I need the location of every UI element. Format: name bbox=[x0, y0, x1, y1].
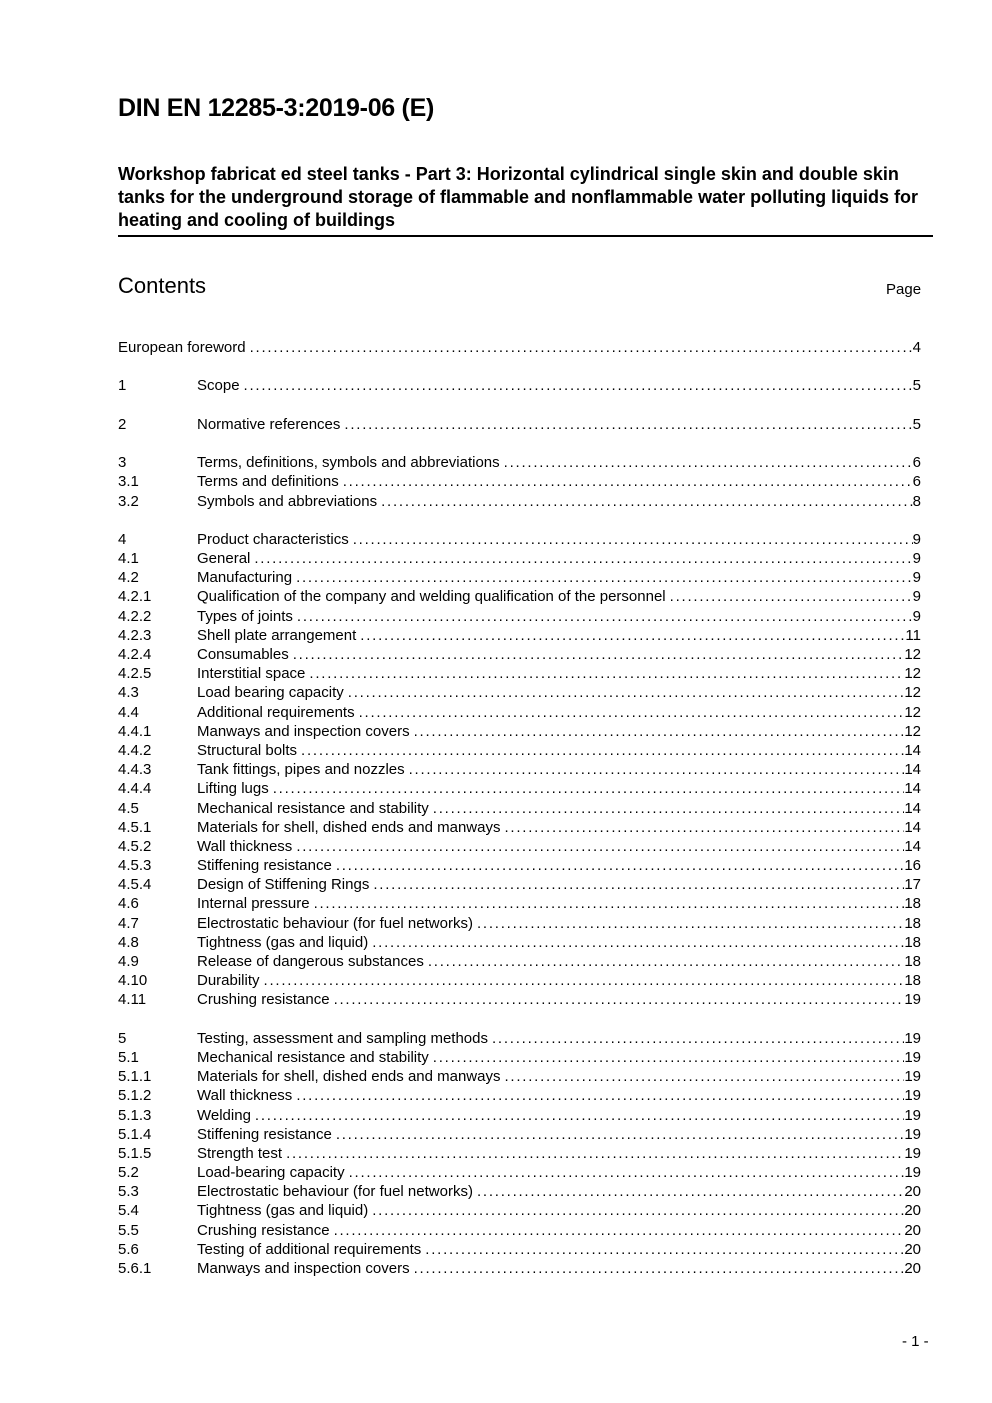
toc-dot-leader bbox=[670, 587, 913, 606]
toc-section-number: 4.4.1 bbox=[118, 722, 152, 740]
toc-section-title: Testing, assessment and sampling methods bbox=[197, 1029, 488, 1047]
toc-section-title: Materials for shell, dished ends and manways bbox=[197, 818, 501, 836]
toc-section-title: Tightness (gas and liquid) bbox=[197, 1202, 369, 1220]
toc-entry[interactable] bbox=[118, 1125, 921, 1144]
toc-section-number: 4.4.3 bbox=[118, 761, 152, 779]
toc-entry[interactable] bbox=[118, 549, 921, 568]
toc-dot-leader bbox=[286, 1144, 904, 1163]
toc-entry[interactable] bbox=[118, 914, 921, 933]
toc-section-title: Materials for shell, dished ends and manways bbox=[197, 1068, 501, 1086]
toc-entry[interactable] bbox=[118, 607, 921, 626]
toc-page-number: 16 bbox=[904, 857, 921, 875]
toc-section-number: 5.6 bbox=[118, 1240, 139, 1258]
toc-entry[interactable] bbox=[118, 741, 921, 760]
toc-dot-leader bbox=[373, 875, 904, 894]
toc-dot-leader bbox=[425, 1240, 904, 1259]
toc-page-number: 9 bbox=[912, 588, 921, 606]
toc-entry[interactable] bbox=[118, 568, 921, 587]
contents-heading: Contents bbox=[118, 273, 207, 298]
toc-section-title: Electrostatic behaviour (for fuel networks) bbox=[197, 914, 473, 932]
toc-dot-leader bbox=[255, 1106, 904, 1125]
toc-section-title: Internal pressure bbox=[197, 895, 310, 913]
toc-page-number: 18 bbox=[904, 953, 921, 970]
toc-section-number: 5.1.2 bbox=[118, 1087, 152, 1105]
toc-dot-leader bbox=[343, 472, 913, 491]
toc-section-number: 4.2.1 bbox=[118, 588, 152, 606]
toc-page-number: 19 bbox=[904, 1125, 921, 1143]
toc-dot-leader bbox=[409, 760, 905, 779]
toc-section-title: Manways and inspection covers bbox=[197, 722, 410, 740]
toc-entry[interactable] bbox=[118, 952, 921, 971]
toc-section-title: European foreword bbox=[118, 339, 246, 356]
toc-dot-leader bbox=[492, 1029, 904, 1048]
toc-section-title: Wall thickness bbox=[197, 1087, 293, 1105]
toc-section-title: Load bearing capacity bbox=[197, 684, 344, 702]
toc-entry[interactable] bbox=[118, 530, 921, 549]
document-title: Workshop fabricat ed steel tanks - Part 3: Horizontal cylindrical single skin and double skin tanks for the underground storage of flammable and nonflammable water polluting liquids for heating and cooling of buildings bbox=[118, 163, 933, 237]
toc-page-number: 17 bbox=[904, 876, 921, 894]
toc-entry[interactable] bbox=[118, 453, 921, 472]
toc-section-title: Consumables bbox=[197, 646, 289, 663]
toc-entry[interactable] bbox=[118, 338, 921, 357]
toc-dot-leader bbox=[381, 492, 913, 511]
toc-section-title: Mechanical resistance and stability bbox=[197, 799, 429, 817]
toc-entry[interactable] bbox=[118, 626, 921, 645]
toc-section-title: Crushing resistance bbox=[197, 991, 330, 1009]
toc-section-number: 4.6 bbox=[118, 895, 139, 913]
toc-entry[interactable] bbox=[118, 1201, 921, 1220]
toc-dot-leader bbox=[353, 530, 913, 549]
toc-entry[interactable] bbox=[118, 683, 921, 702]
toc-dot-leader bbox=[336, 856, 905, 875]
toc-entry[interactable] bbox=[118, 971, 921, 990]
toc-entry[interactable] bbox=[118, 856, 921, 875]
toc-page-number: 20 bbox=[904, 1260, 921, 1277]
toc-dot-leader bbox=[433, 799, 905, 818]
toc-entry[interactable] bbox=[118, 933, 921, 952]
toc-section-number: 4.1 bbox=[118, 550, 139, 568]
toc-dot-leader bbox=[349, 1163, 905, 1182]
toc-page-number: 14 bbox=[904, 837, 921, 855]
toc-page-number: 12 bbox=[904, 665, 921, 683]
toc-section-number: 2 bbox=[118, 415, 127, 433]
toc-section-number: 3 bbox=[118, 454, 127, 472]
toc-section-title: Crushing resistance bbox=[197, 1221, 330, 1239]
toc-dot-leader bbox=[296, 1086, 904, 1105]
toc-page-number: 12 bbox=[904, 646, 921, 663]
toc-dot-leader bbox=[314, 894, 905, 913]
toc-section-number: 5.1.5 bbox=[118, 1144, 152, 1162]
toc-section-title: Structural bolts bbox=[197, 741, 298, 759]
toc-dot-leader bbox=[372, 1201, 904, 1220]
toc-page-number: 20 bbox=[904, 1183, 921, 1201]
toc-page-number: 20 bbox=[904, 1202, 921, 1220]
toc-section-number: 4.7 bbox=[118, 914, 139, 932]
toc-entry[interactable] bbox=[118, 837, 921, 856]
toc-page-number: 11 bbox=[905, 626, 921, 644]
toc-dot-leader bbox=[250, 338, 913, 357]
toc-section-title: Product characteristics bbox=[197, 530, 349, 548]
toc-section-number: 4.2.4 bbox=[118, 646, 152, 663]
toc-section-title: Design of Stiffening Rings bbox=[197, 876, 370, 894]
toc-page-number: 19 bbox=[904, 1068, 921, 1086]
toc-section-number: 5.1.1 bbox=[118, 1068, 152, 1086]
toc-page-number: 19 bbox=[904, 1144, 921, 1162]
toc-entry[interactable] bbox=[118, 1163, 921, 1182]
toc-section-title: Terms, definitions, symbols and abbreviations bbox=[197, 454, 500, 472]
toc-dot-leader bbox=[414, 1259, 905, 1278]
toc-entry[interactable] bbox=[118, 1259, 921, 1278]
toc-section-title: Lifting lugs bbox=[197, 780, 269, 798]
toc-page-number: 19 bbox=[904, 1106, 921, 1124]
toc-page-number: 18 bbox=[904, 933, 921, 951]
toc-page-number: 19 bbox=[904, 991, 921, 1009]
toc-page-number: 14 bbox=[904, 780, 921, 798]
toc-section-number: 5.1.4 bbox=[118, 1125, 152, 1143]
toc-section-title: Interstitial space bbox=[197, 665, 306, 683]
toc-section-number: 4.2.2 bbox=[118, 607, 152, 625]
toc-dot-leader bbox=[372, 933, 904, 952]
toc-dot-leader bbox=[505, 818, 905, 837]
toc-entry[interactable] bbox=[118, 1144, 921, 1163]
toc-page-number: 6 bbox=[912, 473, 921, 491]
toc-section-title: Mechanical resistance and stability bbox=[197, 1048, 429, 1066]
toc-page-number: 9 bbox=[912, 607, 921, 625]
toc-entry[interactable] bbox=[118, 818, 921, 837]
toc-page-number: 9 bbox=[912, 569, 921, 587]
toc-section-title: Stiffening resistance bbox=[197, 1125, 332, 1143]
toc-section-number: 1 bbox=[118, 377, 127, 395]
toc-dot-leader bbox=[296, 837, 904, 856]
toc-section-number: 3.1 bbox=[118, 473, 139, 491]
toc-section-number: 4.8 bbox=[118, 933, 139, 951]
toc-page-number: 5 bbox=[912, 377, 921, 395]
toc-section-title: Qualification of the company and welding qualification of the personnel bbox=[197, 588, 666, 606]
toc-entry[interactable] bbox=[118, 1048, 921, 1067]
toc-page-number: 5 bbox=[912, 415, 921, 433]
toc-section-number: 5 bbox=[118, 1029, 127, 1047]
toc-section-number: 4.2.3 bbox=[118, 626, 152, 644]
toc-section-title: Shell plate arrangement bbox=[197, 626, 357, 644]
toc-entry[interactable] bbox=[118, 1240, 921, 1259]
toc-dot-leader bbox=[336, 1125, 905, 1144]
toc-dot-leader bbox=[334, 1221, 905, 1240]
toc-page-number: 14 bbox=[904, 761, 921, 779]
toc-dot-leader bbox=[428, 952, 904, 971]
toc-section-number: 5.5 bbox=[118, 1221, 139, 1239]
toc-section-title: Terms and definitions bbox=[197, 473, 339, 491]
toc-section-number: 4.5.3 bbox=[118, 857, 152, 875]
table-of-contents bbox=[118, 338, 921, 1278]
toc-entry[interactable] bbox=[118, 1182, 921, 1201]
toc-dot-leader bbox=[414, 722, 905, 741]
toc-page-number: 18 bbox=[904, 972, 921, 990]
toc-section-number: 4.11 bbox=[118, 991, 147, 1009]
toc-page-number: 20 bbox=[904, 1221, 921, 1239]
toc-entry[interactable] bbox=[118, 1067, 921, 1086]
toc-entry[interactable] bbox=[118, 779, 921, 798]
toc-entry[interactable] bbox=[118, 703, 921, 722]
toc-dot-leader bbox=[505, 1067, 905, 1086]
toc-section-number: 4.2 bbox=[118, 569, 139, 587]
toc-page-number: 12 bbox=[904, 703, 921, 721]
toc-section-number: 5.4 bbox=[118, 1202, 139, 1220]
page-column-label: Page bbox=[886, 281, 922, 298]
toc-dot-leader bbox=[293, 645, 905, 664]
toc-section-title: Load-bearing capacity bbox=[197, 1164, 345, 1182]
toc-dot-leader bbox=[359, 703, 905, 722]
toc-page-number: 8 bbox=[912, 492, 921, 510]
toc-dot-leader bbox=[244, 376, 913, 395]
toc-entry[interactable] bbox=[118, 645, 921, 664]
toc-section-number: 5.3 bbox=[118, 1183, 139, 1201]
toc-page-number: 19 bbox=[904, 1087, 921, 1105]
toc-dot-leader bbox=[297, 607, 913, 626]
toc-section-number: 4.5 bbox=[118, 799, 139, 817]
toc-page-number: 14 bbox=[904, 741, 921, 759]
toc-page-number: 18 bbox=[904, 914, 921, 932]
toc-page-number: 4 bbox=[912, 339, 921, 356]
toc-section-number: 4.4.4 bbox=[118, 780, 152, 798]
toc-section-number: 5.2 bbox=[118, 1164, 139, 1182]
toc-entry[interactable] bbox=[118, 1221, 921, 1240]
toc-page-number: 20 bbox=[904, 1240, 921, 1258]
toc-section-title: Manways and inspection covers bbox=[197, 1260, 410, 1277]
toc-section-number: 4.5.4 bbox=[118, 876, 152, 894]
toc-dot-leader bbox=[348, 683, 905, 702]
toc-entry[interactable] bbox=[118, 1106, 921, 1125]
toc-dot-leader bbox=[360, 626, 905, 645]
toc-section-title: Wall thickness bbox=[197, 837, 293, 855]
toc-dot-leader bbox=[477, 1182, 904, 1201]
toc-page-number: 12 bbox=[904, 684, 921, 702]
toc-section-number: 5.1.3 bbox=[118, 1106, 152, 1124]
toc-page-number: 14 bbox=[904, 799, 921, 817]
toc-section-number: 4.5.2 bbox=[118, 837, 152, 855]
toc-entry[interactable] bbox=[118, 587, 921, 606]
toc-section-number: 4.9 bbox=[118, 953, 139, 970]
toc-dot-leader bbox=[433, 1048, 905, 1067]
toc-section-number: 5.6.1 bbox=[118, 1260, 152, 1277]
toc-page-number: 9 bbox=[912, 550, 921, 568]
page-number: - 1 - bbox=[902, 1333, 929, 1350]
toc-section-title: Welding bbox=[197, 1106, 251, 1124]
toc-section-title: Release of dangerous substances bbox=[197, 953, 424, 970]
toc-entry[interactable] bbox=[118, 1086, 921, 1105]
toc-entry[interactable] bbox=[118, 492, 921, 511]
toc-section-title: Stiffening resistance bbox=[197, 857, 332, 875]
toc-section-number: 3.2 bbox=[118, 492, 139, 510]
toc-entry[interactable] bbox=[118, 894, 921, 913]
toc-dot-leader bbox=[309, 664, 904, 683]
toc-section-title: Symbols and abbreviations bbox=[197, 492, 378, 510]
toc-section-number: 4.2.5 bbox=[118, 665, 152, 683]
toc-section-title: Tank fittings, pipes and nozzles bbox=[197, 761, 405, 779]
toc-section-title: Electrostatic behaviour (for fuel networks) bbox=[197, 1183, 473, 1201]
toc-entry[interactable] bbox=[118, 875, 921, 894]
toc-entry[interactable] bbox=[118, 415, 921, 434]
toc-section-number: 4.3 bbox=[118, 684, 139, 702]
toc-page-number: 6 bbox=[912, 454, 921, 472]
toc-dot-leader bbox=[504, 453, 913, 472]
toc-page-number: 14 bbox=[904, 818, 921, 836]
toc-entry[interactable] bbox=[118, 376, 921, 395]
toc-page-number: 12 bbox=[904, 722, 921, 740]
toc-section-number: 4.4.2 bbox=[118, 741, 152, 759]
toc-entry[interactable] bbox=[118, 664, 921, 683]
toc-section-title: Strength test bbox=[197, 1144, 283, 1162]
toc-section-title: Durability bbox=[197, 972, 260, 990]
toc-section-number: 4.4 bbox=[118, 703, 139, 721]
toc-dot-leader bbox=[296, 568, 913, 587]
toc-section-title: Tightness (gas and liquid) bbox=[197, 933, 369, 951]
toc-page-number: 19 bbox=[904, 1164, 921, 1182]
toc-section-number: 4.5.1 bbox=[118, 818, 152, 836]
toc-entry[interactable] bbox=[118, 760, 921, 779]
toc-section-title: Normative references bbox=[197, 415, 341, 433]
toc-page-number: 19 bbox=[904, 1029, 921, 1047]
toc-section-title: Additional requirements bbox=[197, 703, 355, 721]
toc-section-number: 5.1 bbox=[118, 1048, 139, 1066]
document-id: DIN EN 12285-3:2019-06 (E) bbox=[118, 94, 434, 122]
toc-dot-leader bbox=[301, 741, 904, 760]
toc-entry[interactable] bbox=[118, 722, 921, 741]
toc-dot-leader bbox=[264, 971, 905, 990]
toc-page-number: 18 bbox=[904, 895, 921, 913]
toc-section-number: 4.10 bbox=[118, 972, 148, 990]
toc-section-title: Scope bbox=[197, 377, 240, 395]
toc-section-title: General bbox=[197, 550, 251, 568]
toc-section-number: 4 bbox=[118, 530, 127, 548]
toc-entry[interactable] bbox=[118, 990, 921, 1009]
toc-section-title: Types of joints bbox=[197, 607, 293, 625]
toc-page-number: 9 bbox=[912, 530, 921, 548]
toc-entry[interactable] bbox=[118, 1029, 921, 1048]
toc-dot-leader bbox=[477, 914, 904, 933]
toc-section-title: Testing of additional requirements bbox=[197, 1240, 422, 1258]
toc-entry[interactable] bbox=[118, 472, 921, 491]
toc-dot-leader bbox=[254, 549, 912, 568]
toc-dot-leader bbox=[344, 415, 912, 434]
toc-dot-leader bbox=[334, 990, 905, 1009]
toc-entry[interactable] bbox=[118, 799, 921, 818]
toc-section-title: Manufacturing bbox=[197, 569, 293, 587]
toc-page-number: 19 bbox=[904, 1048, 921, 1066]
toc-dot-leader bbox=[273, 779, 905, 798]
